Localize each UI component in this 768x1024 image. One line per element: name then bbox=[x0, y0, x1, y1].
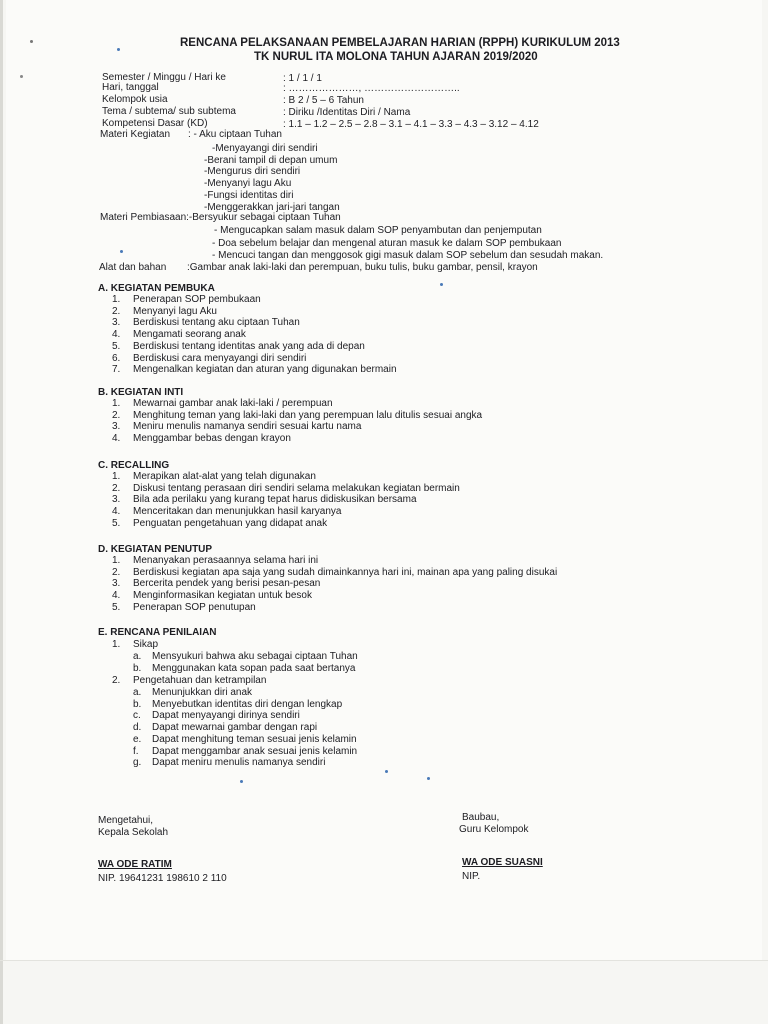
signature-left-role: Kepala Sekolah bbox=[98, 827, 169, 838]
section-item: Bercerita pendek yang berisi pesan-pesan bbox=[133, 578, 321, 590]
item-number: 5. bbox=[112, 601, 121, 613]
info-label: Semester / Minggu / Hari ke bbox=[102, 72, 226, 83]
speck bbox=[20, 75, 23, 78]
item-letter: b. bbox=[133, 662, 142, 674]
penilaian-item: Menunjukkan diri anak bbox=[152, 687, 253, 698]
speck bbox=[385, 770, 388, 773]
item-number: 3. bbox=[112, 421, 121, 433]
section-item: Menghitung teman yang laki-laki dan yang perempuan lalu ditulis sesuai angka bbox=[133, 409, 483, 421]
materi-kegiatan-item: -Fungsi identitas diri bbox=[204, 189, 294, 201]
materi-pembiasaan-item: - Doa sebelum belajar dan mengenal aturan masuk ke dalam SOP pembukaan bbox=[212, 237, 562, 249]
item-letter: a. bbox=[133, 651, 142, 662]
info-label: Hari, tanggal bbox=[102, 82, 159, 93]
section-title: B. KEGIATAN INTI bbox=[98, 387, 184, 398]
penilaian-item: Dapat menyayangi dirinya sendiri bbox=[152, 710, 300, 722]
speck bbox=[440, 283, 443, 286]
section-item: Bila ada perilaku yang kurang tepat harus didiskusikan bersama bbox=[133, 494, 417, 506]
materi-kegiatan-item: -Menyanyi lagu Aku bbox=[204, 178, 292, 190]
item-number: 2. bbox=[112, 305, 121, 317]
info-value: : 1 / 1 / 1 bbox=[283, 73, 322, 84]
item-number: 3. bbox=[112, 317, 121, 329]
item-number: 2. bbox=[112, 566, 121, 578]
item-number: 1. bbox=[112, 639, 121, 650]
materi-kegiatan-first: : - Aku ciptaan Tuhan bbox=[188, 129, 282, 140]
item-number: 2. bbox=[112, 482, 121, 494]
item-number: 3. bbox=[112, 578, 121, 590]
signature-left-caption: Mengetahui, bbox=[98, 815, 154, 826]
speck bbox=[30, 40, 33, 43]
section-item: Diskusi tentang perasaan diri sendiri selama melakukan kegiatan bermain bbox=[133, 482, 460, 494]
section-item: Menanyakan perasaannya selama hari ini bbox=[133, 555, 319, 566]
signature-right-name: WA ODE SUASNI bbox=[462, 857, 543, 868]
section-title: C. RECALLING bbox=[98, 460, 170, 471]
penilaian-item: Dapat mewarnai gambar dengan rapi bbox=[152, 722, 318, 734]
penilaian-item: Dapat menggambar anak sesuai jenis kelamin bbox=[152, 745, 358, 757]
info-label: Kelompok usia bbox=[102, 94, 168, 105]
section-item: Mengenalkan kegiatan dan aturan yang digunakan bermain bbox=[133, 364, 397, 376]
section-title: D. KEGIATAN PENUTUP bbox=[98, 544, 213, 555]
item-letter: b. bbox=[133, 698, 142, 710]
item-number: 5. bbox=[112, 517, 121, 529]
item-number: 1. bbox=[112, 294, 121, 305]
item-letter: g. bbox=[133, 757, 142, 769]
alat-bahan-value: :Gambar anak laki-laki dan perempuan, buku tulis, buku gambar, pensil, krayon bbox=[187, 262, 538, 273]
item-number: 7. bbox=[112, 364, 121, 376]
signature-right-caption: Baubau, bbox=[462, 812, 500, 823]
info-value: : B 2 / 5 – 6 Tahun bbox=[283, 95, 364, 106]
materi-pembiasaan-first: Materi Pembiasaan:-Bersyukur sebagai ciptaan Tuhan bbox=[100, 212, 341, 223]
speck bbox=[427, 777, 430, 780]
section-item: Berdiskusi tentang aku ciptaan Tuhan bbox=[133, 317, 300, 329]
section-item: Mengamati seorang anak bbox=[133, 329, 246, 341]
speck bbox=[120, 250, 123, 253]
section-item: Penerapan SOP penutupan bbox=[133, 601, 256, 613]
item-number: 2. bbox=[112, 675, 121, 686]
materi-kegiatan-item: -Mengurus diri sendiri bbox=[204, 166, 301, 178]
section-item: Merapikan alat-alat yang telah digunakan bbox=[133, 471, 316, 482]
signature-left-nip: NIP. 19641231 198610 2 110 bbox=[98, 873, 227, 884]
signature-left-name: WA ODE RATIM bbox=[98, 859, 172, 870]
item-letter: a. bbox=[133, 687, 142, 698]
section-item: Penerapan SOP pembukaan bbox=[133, 294, 261, 305]
section-item: Meniru menulis namanya sendiri sesuai kartu nama bbox=[133, 421, 362, 433]
school-year-title: TK NURUL ITA MOLONA TAHUN AJARAN 2019/2020 bbox=[254, 51, 538, 63]
item-number: 4. bbox=[112, 433, 121, 445]
materi-pembiasaan-item: - Mengucapkan salam masuk dalam SOP penyambutan dan penjemputan bbox=[214, 225, 542, 236]
penilaian-item: Dapat menghitung teman sesuai jenis kelamin bbox=[152, 733, 357, 745]
section-item: Berdiskusi cara menyayangi diri sendiri bbox=[133, 352, 307, 364]
penilaian-item: Dapat meniru menulis namanya sendiri bbox=[152, 757, 326, 769]
materi-kegiatan-item: -Menggerakkan jari-jari tangan bbox=[204, 201, 340, 213]
materi-kegiatan-item: -Berani tampil di depan umum bbox=[204, 154, 338, 166]
speck bbox=[117, 48, 120, 51]
info-label: Tema / subtema/ sub subtema bbox=[102, 106, 236, 117]
signature-right-role: Guru Kelompok bbox=[459, 824, 529, 835]
info-label: Kompetensi Dasar (KD) bbox=[102, 118, 208, 129]
penilaian-item: Mensyukuri bahwa aku sebagai ciptaan Tuhan bbox=[152, 651, 358, 662]
item-number: 5. bbox=[112, 340, 121, 352]
penilaian-group-label: Pengetahuan dan ketrampilan bbox=[133, 675, 267, 686]
section-item: Mewarnai gambar anak laki-laki / perempuan bbox=[133, 398, 333, 409]
materi-pembiasaan-item: - Mencuci tangan dan menggosok gigi masuk dalam SOP sebelum dan sesudah makan. bbox=[212, 250, 604, 261]
item-number: 4. bbox=[112, 329, 121, 341]
section-item: Menceritakan dan menunjukkan hasil karyanya bbox=[133, 506, 342, 518]
info-value: : 1.1 – 1.2 – 2.5 – 2.8 – 3.1 – 4.1 – 3.3 – 4.3 – 3.12 – 4.12 bbox=[283, 119, 539, 130]
info-value: : …………………, ……………………….. bbox=[283, 83, 460, 94]
item-number: 2. bbox=[112, 409, 121, 421]
item-number: 3. bbox=[112, 494, 121, 506]
section-item: Penguatan pengetahuan yang didapat anak bbox=[133, 517, 328, 529]
item-number: 4. bbox=[112, 506, 121, 518]
paper-bottom-edge bbox=[0, 960, 768, 961]
section-item: Berdiskusi tentang identitas anak yang ada di depan bbox=[133, 340, 365, 352]
item-number: 6. bbox=[112, 352, 121, 364]
item-number: 1. bbox=[112, 398, 121, 409]
info-value: : Diriku /Identitas Diri / Nama bbox=[283, 107, 411, 118]
section-title: E. RENCANA PENILAIAN bbox=[98, 627, 217, 638]
penilaian-item: Menggunakan kata sopan pada saat bertanya bbox=[152, 662, 356, 674]
item-letter: e. bbox=[133, 733, 142, 745]
paper-edge bbox=[0, 0, 3, 1024]
materi-kegiatan-item: -Menyayangi diri sendiri bbox=[212, 143, 318, 154]
speck bbox=[240, 780, 243, 783]
section-item: Menginformasikan kegiatan untuk besok bbox=[133, 590, 312, 602]
section-item: Berdiskusi kegiatan apa saja yang sudah dimainkannya hari ini, mainan apa yang paling disukai bbox=[133, 566, 558, 578]
signature-right-nip: NIP. bbox=[462, 871, 481, 882]
section-item: Menyanyi lagu Aku bbox=[133, 305, 217, 317]
section-title: A. KEGIATAN PEMBUKA bbox=[98, 283, 215, 294]
alat-bahan-label: Alat dan bahan bbox=[99, 262, 167, 273]
item-letter: d. bbox=[133, 722, 142, 734]
item-number: 4. bbox=[112, 590, 121, 602]
penilaian-item: Menyebutkan identitas diri dengan lengkap bbox=[152, 698, 343, 710]
penilaian-group-label: Sikap bbox=[133, 639, 159, 650]
item-letter: c. bbox=[133, 710, 141, 722]
document-title: RENCANA PELAKSANAAN PEMBELAJARAN HARIAN (RPPH) KURIKULUM 2013 bbox=[180, 37, 620, 49]
item-number: 1. bbox=[112, 471, 121, 482]
section-item: Menggambar bebas dengan krayon bbox=[133, 433, 291, 445]
item-letter: f. bbox=[133, 745, 139, 757]
materi-kegiatan-label: Materi Kegiatan bbox=[100, 129, 171, 140]
item-number: 1. bbox=[112, 555, 121, 566]
